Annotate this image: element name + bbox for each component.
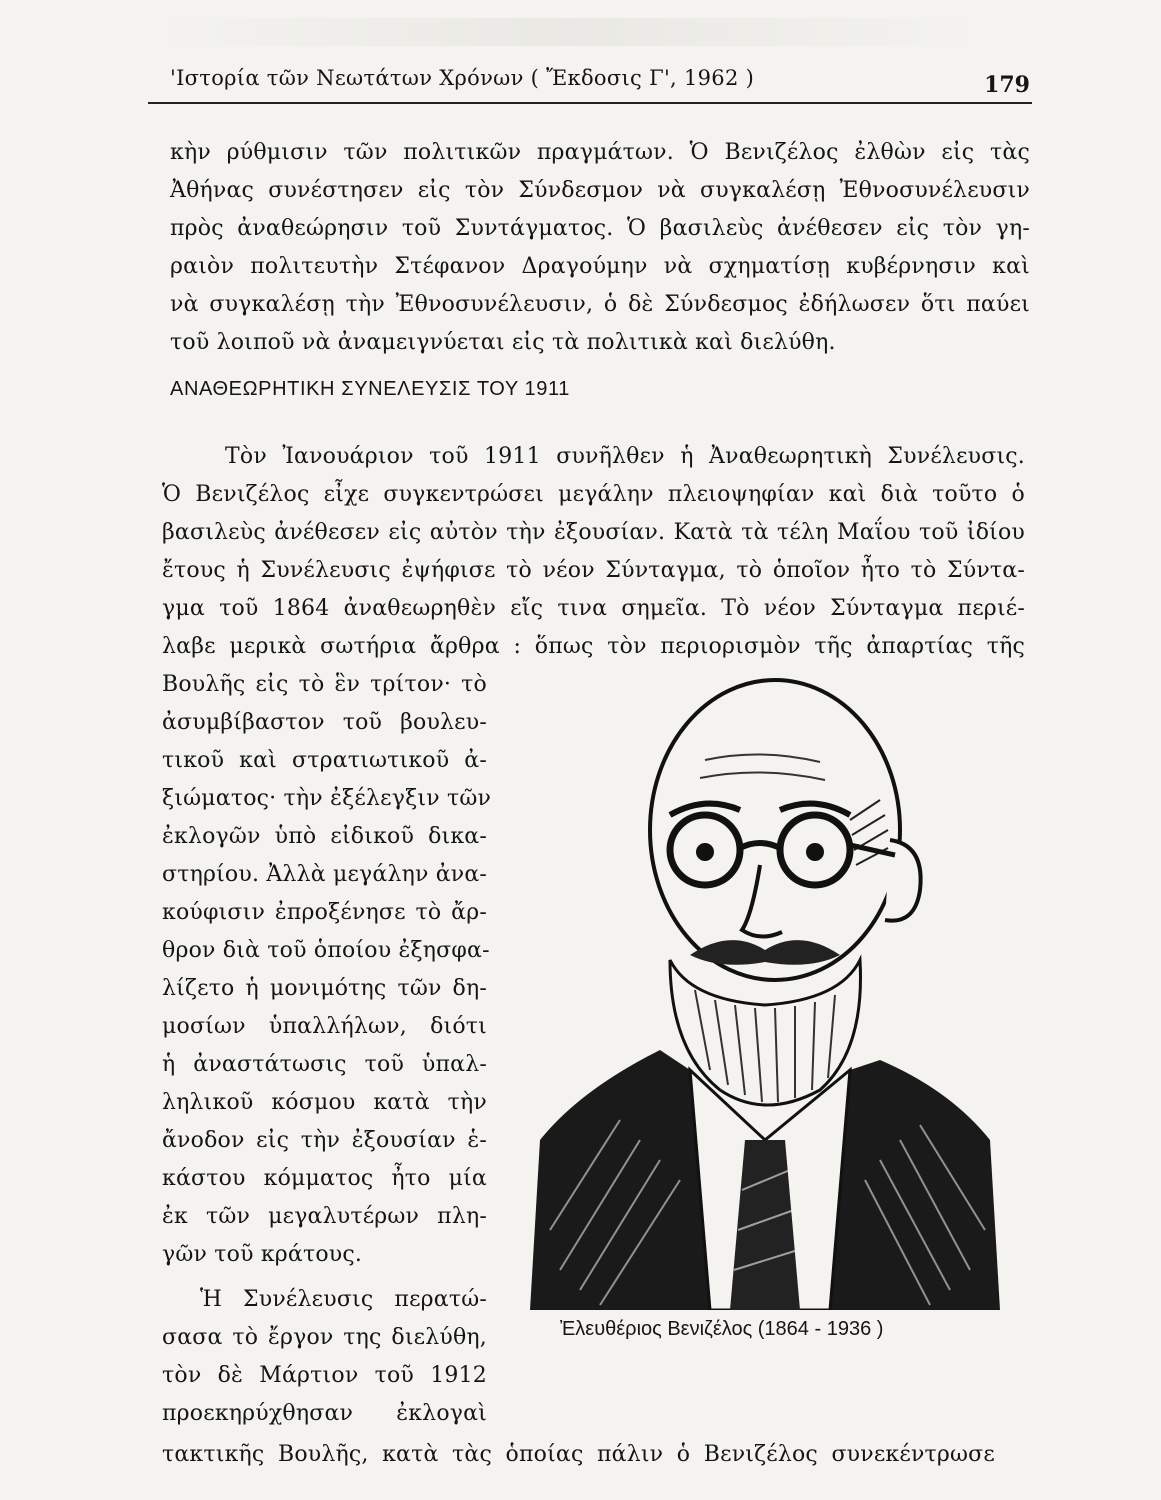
text-line: ραιὸν πολιτευτὴν Στέφανον Δραγούμην νὰ σχηματίσῃ κυβέρνησιν καὶ bbox=[170, 254, 1030, 279]
bleed-through-shadow bbox=[160, 18, 980, 46]
text-line: Ὁ Βενιζέλος εἶχε συγκεντρώσει μεγάλην πλειοψηφίαν καὶ διὰ τοῦτο ὁ bbox=[162, 482, 1025, 507]
text-line: ἔτους ἡ Συνέλευσις ἐψήφισε τὸ νέον Σύνταγμα, τὸ ὁποῖον ἦτο τὸ Σύντα- bbox=[162, 558, 1025, 583]
text-line: λίζετο ἡ μονιμότης τῶν δη- bbox=[162, 976, 487, 1001]
text-line: κούφισιν ἐπροξένησε τὸ ἄρ- bbox=[162, 900, 487, 925]
text-line: μοσίων ὑπαλλήλων, διότι bbox=[162, 1014, 487, 1039]
text-line: τὸν δὲ Μάρτιον τοῦ 1912 bbox=[162, 1363, 487, 1388]
text-line: Τὸν Ἰανουάριον τοῦ 1911 συνῆλθεν ἡ Ἀναθεωρητικὴ Συνέλευσις. bbox=[225, 444, 1025, 469]
text-line: λαβε μερικὰ σωτήρια ἄρθρα : ὅπως τὸν περιορισμὸν τῆς ἀπαρτίας τῆς bbox=[162, 634, 1025, 659]
text-line: γμα τοῦ 1864 ἀναθεωρηθὲν εἴς τινα σημεῖα. Τὸ νέον Σύνταγμα περιέ- bbox=[162, 596, 1025, 621]
text-line: ξιώματος· τὴν ἐξέλεγξιν τῶν bbox=[162, 786, 492, 811]
running-title: 'Ιστορία τῶν Νεωτάτων Χρόνων ( Ἔκδοσις Γ', 1962 ) bbox=[170, 66, 755, 90]
text-line: προεκηρύχθησαν ἐκλογαὶ bbox=[162, 1401, 487, 1426]
text-line: θρον διὰ τοῦ ὁποίου ἐξησφα- bbox=[162, 938, 490, 963]
text-line: γῶν τοῦ κράτους. bbox=[162, 1242, 363, 1267]
text-line: τοῦ λοιποῦ νὰ ἀναμειγνύεται εἰς τὰ πολιτικὰ καὶ διελύθη. bbox=[170, 330, 836, 355]
text-line: Ἀθήνας συνέστησεν εἰς τὸν Σύνδεσμον νὰ συγκαλέσῃ Ἐθνοσυνέλευσιν bbox=[170, 178, 1030, 203]
text-line: ἄνοδον εἰς τὴν ἐξουσίαν ἑ- bbox=[162, 1128, 487, 1153]
text-line: σασα τὸ ἔργον της διελύθη, bbox=[162, 1325, 487, 1350]
text-line: βασιλεὺς ἀνέθεσεν εἰς αὐτὸν τὴν ἐξουσίαν. Κατὰ τὰ τέλη Μαΐου τοῦ ἰδίου bbox=[162, 520, 1025, 545]
portrait-caption: Ἐλευθέριος Βενιζέλος (1864 - 1936 ) bbox=[560, 1318, 884, 1340]
text-line: Βουλῆς εἰς τὸ ἓν τρίτον· τὸ bbox=[162, 672, 487, 697]
text-line: πρὸς ἀναθεώρησιν τοῦ Συντάγματος. Ὁ βασιλεὺς ἀνέθεσεν εἰς τὸν γη- bbox=[170, 216, 1030, 241]
text-line: κὴν ρύθμισιν τῶν πολιτικῶν πραγμάτων. Ὁ Βενιζέλος ἐλθὼν εἰς τὰς bbox=[170, 140, 1030, 165]
text-line: στηρίου. Ἀλλὰ μεγάλην ἀνα- bbox=[162, 862, 488, 887]
page-header bbox=[148, 62, 1032, 104]
text-line: τακτικῆς Βουλῆς, κατὰ τὰς ὁποίας πάλιν ὁ Βενιζέλος συνεκέντρωσε bbox=[162, 1442, 995, 1467]
text-line: κάστου κόμματος ἦτο μία bbox=[162, 1166, 487, 1191]
section-heading: ΑΝΑΘΕΩΡΗΤΙΚΗ ΣΥΝΕΛΕΥΣΙΣ ΤΟΥ 1911 bbox=[170, 378, 570, 400]
text-line: ἐκ τῶν μεγαλυτέρων πλη- bbox=[162, 1204, 487, 1229]
text-line: ἀσυμβίβαστον τοῦ βουλευ- bbox=[162, 710, 487, 735]
text-line: τικοῦ καὶ στρατιωτικοῦ ἀ- bbox=[162, 748, 487, 773]
text-line: ἐκλογῶν ὑπὸ εἰδικοῦ δικα- bbox=[162, 824, 487, 849]
text-line: Ἡ Συνέλευσις περατώ- bbox=[200, 1287, 487, 1312]
page-number: 179 bbox=[984, 72, 1030, 98]
text-line: ληλικοῦ κόσμου κατὰ τὴν bbox=[162, 1090, 487, 1115]
text-line: νὰ συγκαλέσῃ τὴν Ἐθνοσυνέλευσιν, ὁ δὲ Σύνδεσμος ἐδήλωσεν ὅτι παύει bbox=[170, 292, 1030, 317]
text-line: ἡ ἀναστάτωσις τοῦ ὑπαλ- bbox=[162, 1052, 487, 1077]
portrait-illustration bbox=[520, 670, 1010, 1310]
